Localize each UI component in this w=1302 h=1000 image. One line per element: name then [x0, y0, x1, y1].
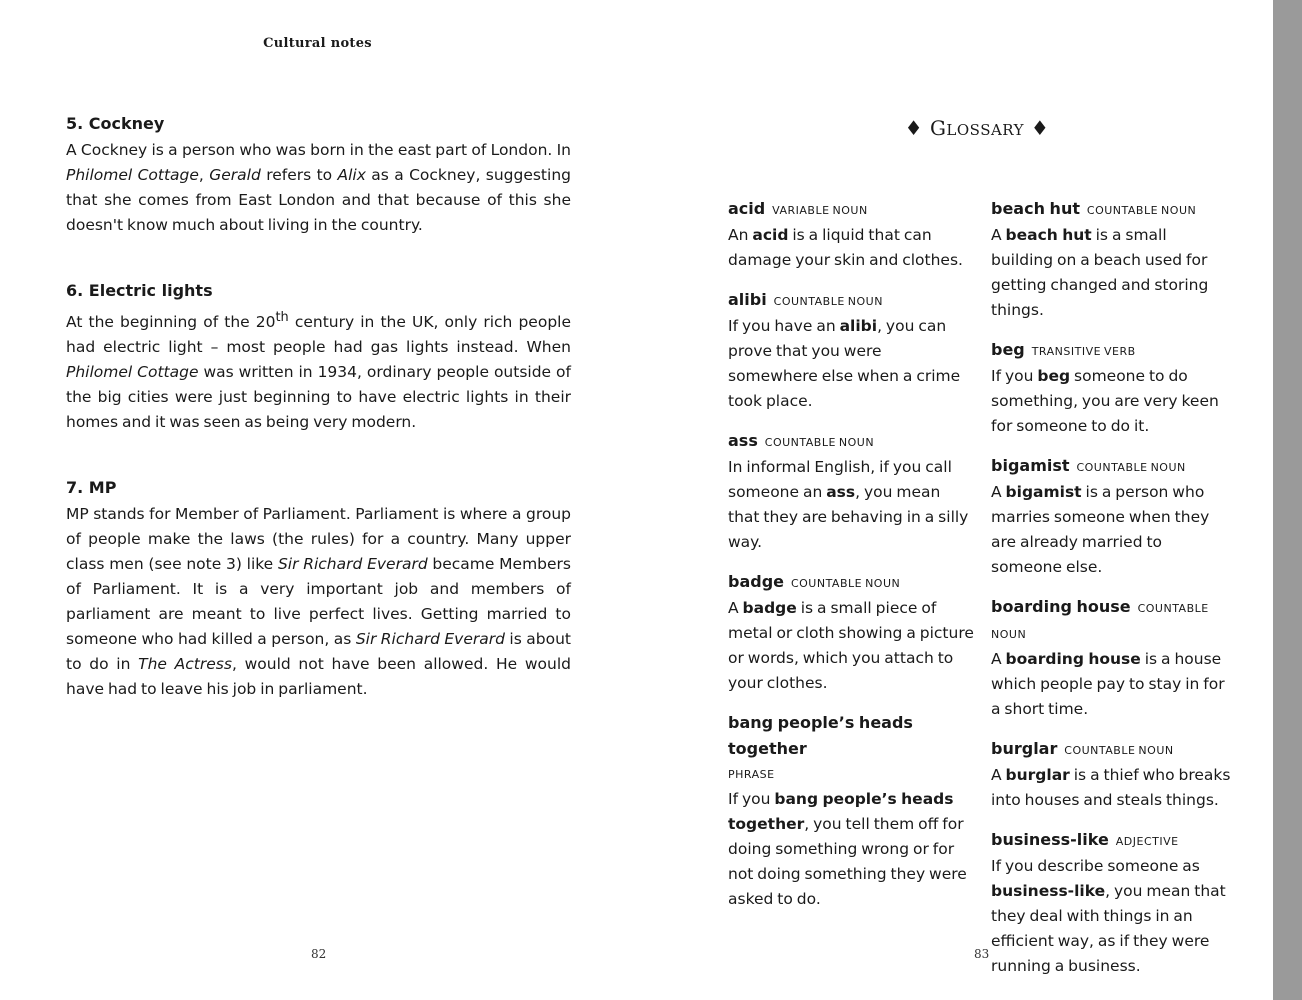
definition: In informal English, if you call someone an ass, you mean that they are behaving in a silly way.	[728, 458, 969, 551]
part-of-speech: COUNTABLE NOUN	[764, 436, 875, 449]
headword: badge	[728, 572, 785, 591]
glossary-entry	[728, 287, 974, 414]
definition: If you beg someone to do something, you are very keen for someone to do it.	[991, 367, 1219, 435]
glossary-column-1	[728, 196, 974, 926]
definition: If you describe someone as business-like, you mean that they deal with things in an efficient way, as if they were running a business.	[991, 857, 1226, 975]
part-of-speech: TRANSITIVE VERB	[1031, 345, 1136, 358]
note-title: 6. Electric lights	[66, 281, 213, 300]
note-body: A Cockney is a person who was born in the east part of London. In Philomel Cottage, Gerald refers to Alix as a Cockney, suggesting that she comes from East London and that because of this she doesn't know much about living in the country.	[66, 141, 571, 234]
headword: ass	[728, 431, 758, 450]
part-of-speech: COUNTABLE NOUN	[991, 602, 1209, 641]
note	[66, 113, 571, 238]
glossary-entry	[991, 196, 1231, 323]
headword: beach hut	[991, 199, 1080, 218]
note	[66, 477, 571, 702]
part-of-speech: PHRASE	[728, 768, 775, 781]
headword: boarding house	[991, 597, 1131, 616]
note	[66, 280, 571, 435]
glossary-entry	[991, 337, 1231, 439]
definition: If you have an alibi, you can prove that you were somewhere else when a crime took place.	[728, 317, 961, 410]
glossary-entry	[991, 827, 1231, 979]
part-of-speech: COUNTABLE NOUN	[1076, 461, 1186, 474]
definition: An acid is a liquid that can damage your skin and clothes.	[728, 226, 963, 269]
part-of-speech: COUNTABLE NOUN	[1086, 204, 1197, 217]
glossary-entry	[991, 594, 1231, 722]
glossary-entry	[991, 453, 1231, 580]
headword: business-like	[991, 830, 1109, 849]
diamond-icon: ♦	[904, 116, 924, 140]
diamond-icon: ♦	[1030, 116, 1050, 140]
headword: bang people’s heads together	[728, 713, 913, 758]
part-of-speech: COUNTABLE NOUN	[790, 577, 901, 590]
definition: A beach hut is a small building on a beach used for getting changed and storing things.	[991, 226, 1209, 319]
cultural-notes	[66, 113, 571, 744]
page-number-left: 82	[311, 947, 327, 961]
page-edge-strip	[1273, 0, 1302, 1000]
definition: If you bang people’s heads together, you tell them off for doing something wrong or for not doing something they were asked to do.	[728, 790, 967, 908]
definition: A burglar is a thief who breaks into houses and steals things.	[991, 766, 1231, 809]
definition: A boarding house is a house which people pay to stay in for a short time.	[991, 650, 1225, 718]
part-of-speech: COUNTABLE NOUN	[1064, 744, 1174, 757]
glossary-entry	[728, 710, 974, 912]
glossary-title-text: GLOSSARY	[929, 116, 1025, 140]
glossary-entry	[728, 569, 974, 696]
part-of-speech: COUNTABLE NOUN	[773, 295, 883, 308]
part-of-speech: ADJECTIVE	[1115, 835, 1179, 848]
definition: A bigamist is a person who marries someone when they are already married to someone else.	[991, 483, 1210, 576]
note-title: 7. MP	[66, 478, 117, 498]
headword: alibi	[728, 290, 767, 309]
glossary-entry	[991, 736, 1231, 813]
definition: A badge is a small piece of metal or cloth showing a picture or words, which you attach to your clothes.	[728, 599, 974, 692]
glossary-title	[728, 116, 1226, 140]
page-number-right: 83	[974, 947, 990, 961]
running-head: Cultural notes	[263, 36, 372, 51]
note-title: 5. Cockney	[66, 114, 165, 133]
glossary-column-2	[991, 196, 1231, 993]
part-of-speech: VARIABLE NOUN	[772, 204, 868, 217]
headword: burglar	[991, 739, 1058, 758]
headword: beg	[991, 340, 1025, 359]
headword: acid	[728, 199, 766, 218]
headword: bigamist	[991, 456, 1070, 475]
note-body: MP stands for Member of Parliament. Parliament is where a group of people make the laws (the rules) for a country. Many upper class men (see note 3) like Sir Richard Everard became Members of Parliament. It is a very important job and members of parliament are meant to live perfect lives. Getting married to someone who had killed a person, as Sir Richard Everard is about to do in The Actress, would not have been allowed. He would have had to leave his job in parliament.	[66, 505, 572, 699]
glossary-entry	[728, 428, 974, 555]
note-body: At the beginning of the 20th century in the UK, only rich people had electric light – most people had gas lights instead. When Philomel Cottage was written in 1934, ordinary people outside of the big cities were just beginning to have electric lights in their homes and it was seen as being very modern.	[66, 310, 572, 432]
glossary-entry	[728, 196, 974, 273]
